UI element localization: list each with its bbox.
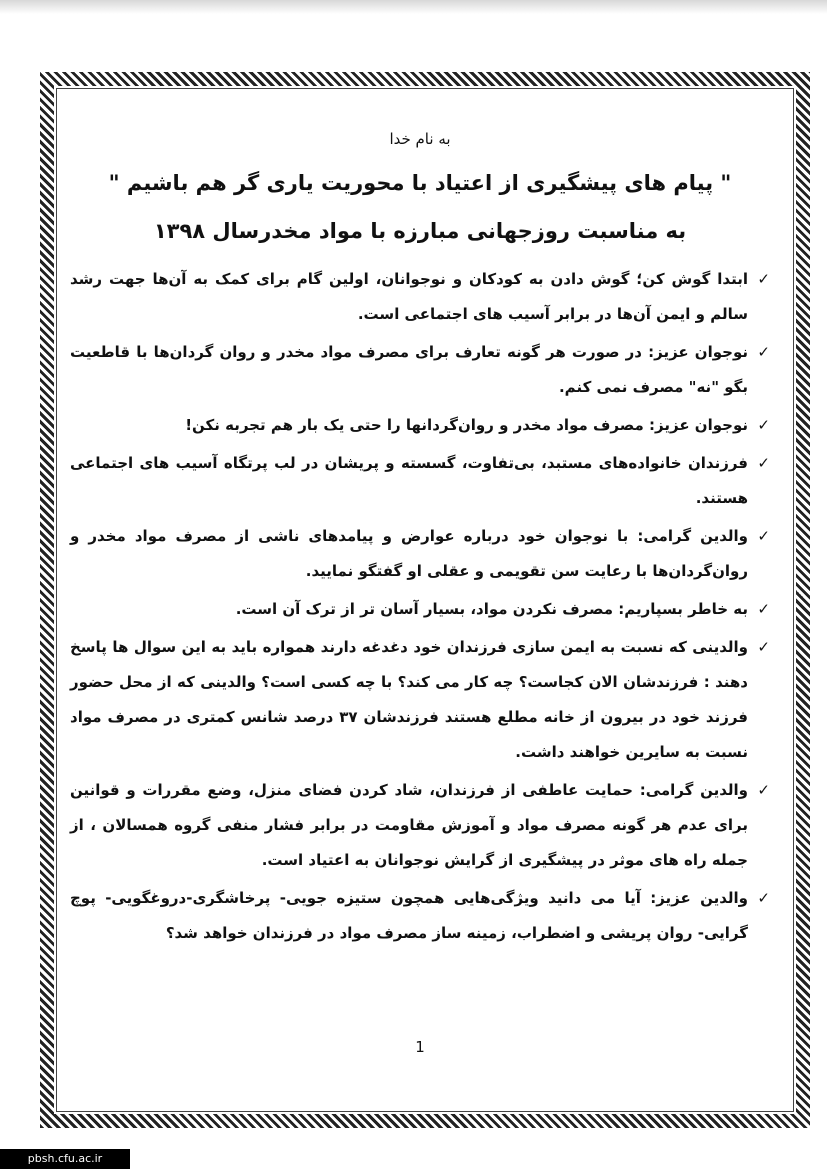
list-item — [70, 519, 770, 589]
list-item — [70, 630, 770, 770]
list-item — [70, 592, 770, 627]
list-item-text: ابتدا گوش کن؛ گوش دادن به کودکان و نوجوانان، اولین گام برای کمک به آن‌ها جهت رشد سالم و ایمن آن‌ها در برابر آسیب های اجتماعی است. — [70, 270, 748, 323]
page-title: " پیام های پیشگیری از اعتیاد با محوریت یاری گر هم باشیم " — [108, 171, 732, 195]
list-item — [70, 335, 770, 405]
check-mark-icon: ✓ — [757, 270, 770, 288]
list-item — [70, 408, 770, 443]
check-mark-icon: ✓ — [757, 638, 770, 656]
list-item — [70, 446, 770, 516]
document-body — [70, 100, 770, 1100]
list-item-text: والدین عزیز: آیا می دانید ویژگی‌هایی همچون ستیزه جویی- پرخاشگری-دروغگویی- پوچ گرایی- روان پریشی و اضطراب، زمینه ساز مصرف مواد در فرزندان خواهد شد؟ — [70, 889, 748, 942]
list-item — [70, 262, 770, 332]
list-item-text: به خاطر بسپاریم: مصرف نکردن مواد، بسیار آسان تر از ترک آن است. — [235, 600, 748, 618]
check-mark-icon: ✓ — [757, 454, 770, 472]
check-mark-icon: ✓ — [757, 343, 770, 361]
scan-edge — [0, 0, 827, 14]
source-url-badge: pbsh.cfu.ac.ir — [0, 1149, 130, 1169]
list-item-text: نوجوان عزیز: در صورت هر گونه تعارف برای مصرف مواد مخدر و روان گردان‌ها با قاطعیت بگو "نه" مصرف نمی کنم. — [70, 343, 748, 396]
list-item-text: والدین گرامی: حمایت عاطفی از فرزندان، شاد کردن فضای منزل، وضع مقررات و قوانین برای عدم هر گونه مصرف مواد و آموزش مقاومت در برابر فشار منفی گروه همسالان ، از جمله راه های موثر در پیشگیری از گرایش نوجوانان به اعتیاد است. — [70, 781, 748, 869]
list-item-text: نوجوان عزیز: مصرف مواد مخدر و روان‌گردانها را حتی یک بار هم تجربه نکن! — [185, 416, 748, 434]
basmala: به نام خدا — [389, 130, 451, 148]
list-item-text: والدینی که نسبت به ایمن سازی فرزندان خود دغدغه دارند همواره باید به این سوال ها پاسخ دهند : فرزندشان الان کجاست؟ چه کار می کند؟ با چه کسی است؟ والدینی که از محل حضور فرزند خود در بیرون از خانه مطلع هستند فرزندشان ۳۷ درصد شانس کمتری در مصرف مواد نسبت به سایرین خواهند داشت. — [70, 638, 748, 761]
list-item-text: فرزندان خانواده‌های مستبد، بی‌تفاوت، گسسته و پریشان در لب پرتگاه آسیب های اجتماعی هستند. — [70, 454, 748, 507]
page-number: 1 — [415, 1038, 425, 1056]
check-mark-icon: ✓ — [757, 600, 770, 618]
check-mark-icon: ✓ — [757, 527, 770, 545]
list-item — [70, 773, 770, 878]
check-mark-icon: ✓ — [757, 781, 770, 799]
page-subtitle: به مناسبت روزجهانی مبارزه با مواد مخدرسال ۱۳۹۸ — [153, 219, 687, 243]
list-item-text: والدین گرامی: با نوجوان خود درباره عوارض و پیامدهای ناشی از مصرف مواد مخدر و روان‌گردان‌ها با رعایت سن تقویمی و عقلی او گفتگو نمایید. — [70, 527, 748, 580]
list-item — [70, 881, 770, 951]
check-mark-icon: ✓ — [757, 889, 770, 907]
message-list — [70, 262, 770, 951]
check-mark-icon: ✓ — [757, 416, 770, 434]
